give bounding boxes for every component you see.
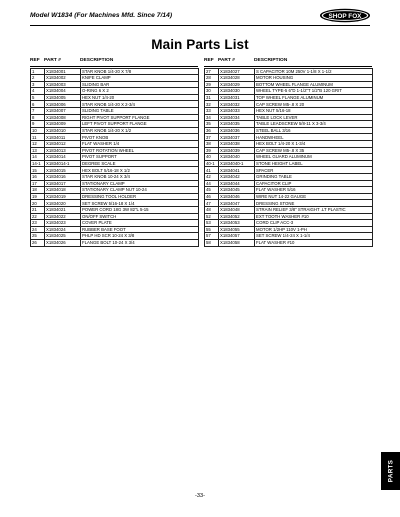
part-number-cell: X1834045 <box>219 187 255 194</box>
ref-cell: 26 <box>31 239 45 246</box>
part-number-cell: X1834003 <box>45 81 81 88</box>
part-number-cell: X1834011 <box>45 134 81 141</box>
ref-cell: 52 <box>205 213 219 220</box>
model-title: Model W1834 (For Machines Mfd. Since 7/14) <box>30 12 173 19</box>
part-number-cell: X1834027 <box>219 68 255 75</box>
part-number-cell: X1834030 <box>219 88 255 95</box>
ref-cell: 27 <box>205 68 219 75</box>
description-cell: CAPACITOR CLIP <box>255 180 373 187</box>
part-number-cell: X1834024 <box>45 226 81 233</box>
ref-cell: 46 <box>205 193 219 200</box>
ref-cell: 45 <box>205 187 219 194</box>
table-row <box>31 239 199 246</box>
part-number-cell: X1834029 <box>219 81 255 88</box>
table-row <box>31 127 199 134</box>
part-number-cell: X1834037 <box>219 134 255 141</box>
description-cell: WHEEL TYPE-5 6"D 1-1/2"T 1/2"B 120 GRIT <box>255 88 373 95</box>
description-cell: STATIONARY CLAMP NUT 10-24 <box>81 187 199 194</box>
ref-cell: 31 <box>205 94 219 101</box>
ref-cell: 55 <box>205 226 219 233</box>
part-number-cell: X1834033 <box>219 108 255 115</box>
part-number-cell: X1834052 <box>219 213 255 220</box>
ref-cell: 3 <box>31 81 45 88</box>
part-number-cell: X1834036 <box>219 127 255 134</box>
table-row <box>31 114 199 121</box>
description-cell: STAR KNOB 1/4-20 X 2-3/4 <box>81 101 199 108</box>
description-cell: S CAPACITOR 10M 250V 1-1/8 X 1-1/2 <box>255 68 373 75</box>
page-title: Main Parts List <box>151 37 249 52</box>
table-row <box>205 94 373 101</box>
table-row <box>31 187 199 194</box>
part-number-cell: X1834038 <box>219 141 255 148</box>
ref-cell: 14 <box>31 154 45 161</box>
part-number-cell: X1834014 <box>45 154 81 161</box>
table-row <box>31 108 199 115</box>
ref-cell: 23 <box>31 220 45 227</box>
ref-cell: 58 <box>205 239 219 246</box>
column-headers <box>204 57 372 67</box>
part-number-cell: X1834055 <box>219 226 255 233</box>
part-number-cell: X1834009 <box>45 121 81 128</box>
ref-header: REF <box>30 58 40 63</box>
part-number-cell: X1834041 <box>219 167 255 174</box>
parts-lists <box>30 57 370 277</box>
description-cell: FLAT WASHER 5/16 <box>255 187 373 194</box>
ref-cell: 38 <box>205 141 219 148</box>
table-row <box>31 147 199 154</box>
table-row <box>205 167 373 174</box>
part-number-cell: X1834017 <box>45 180 81 187</box>
table-row <box>31 226 199 233</box>
description-cell: HEX BOLT 1/4-20 X 1-3/4 <box>255 141 373 148</box>
part-number-cell: X1834035 <box>219 121 255 128</box>
part-number-cell: X1834004 <box>45 88 81 95</box>
parts-table-right <box>204 68 373 247</box>
table-row <box>31 174 199 181</box>
ref-cell: 30 <box>205 88 219 95</box>
table-row <box>205 213 373 220</box>
part-number-cell: X1834015 <box>45 167 81 174</box>
description-cell: HEX BOLT 5/16-18 X 1/2 <box>81 167 199 174</box>
ref-cell: 44 <box>205 180 219 187</box>
ref-cell: 28 <box>205 75 219 82</box>
description-cell: FLAT WASHER #10 <box>255 239 373 246</box>
table-row <box>31 141 199 148</box>
part-number-cell: X1834058 <box>219 239 255 246</box>
part-number-cell: X1834028 <box>219 75 255 82</box>
part-number-cell: X1834053 <box>219 220 255 227</box>
description-cell: ON/OFF SWITCH <box>81 213 199 220</box>
ref-cell: 11 <box>31 134 45 141</box>
table-row <box>205 180 373 187</box>
ref-cell: 15 <box>31 167 45 174</box>
part-header: PART # <box>218 58 236 63</box>
ref-cell: 19 <box>31 193 45 200</box>
part-number-cell: X1834047 <box>219 200 255 207</box>
part-header: PART # <box>44 58 62 63</box>
part-number-cell: X1834022 <box>45 213 81 220</box>
table-row <box>31 154 199 161</box>
table-row <box>205 108 373 115</box>
description-cell: CAP SCREW M5-.8 X 35 <box>255 147 373 154</box>
ref-cell: 41 <box>205 167 219 174</box>
part-number-cell: X1834010 <box>45 127 81 134</box>
table-row <box>31 193 199 200</box>
part-number-cell: X1834001 <box>45 68 81 75</box>
table-row <box>205 239 373 246</box>
table-row <box>31 94 199 101</box>
ref-cell: 7 <box>31 108 45 115</box>
description-cell: O-RING 6 X 2 <box>81 88 199 95</box>
description-header: DESCRIPTION <box>80 58 114 63</box>
description-cell: SLIDING BAR <box>81 81 199 88</box>
ref-cell: 5 <box>31 94 45 101</box>
description-cell: DEGREE SCALE <box>81 160 199 167</box>
description-cell: RIGHT PIVOT SUPPORT FLANGE <box>81 114 199 121</box>
ref-cell: 32 <box>205 101 219 108</box>
description-cell: STONE HEIGHT LABEL <box>255 160 373 167</box>
ref-cell: 13 <box>31 147 45 154</box>
ref-cell: 57 <box>205 233 219 240</box>
description-cell: CAP SCREW M5-.8 X 20 <box>255 101 373 108</box>
table-row <box>205 75 373 82</box>
part-number-cell: X1834002 <box>45 75 81 82</box>
ref-cell: 12 <box>31 141 45 148</box>
description-cell: TOP WHEEL FLANGE ALUMINUM <box>255 94 373 101</box>
table-row <box>205 81 373 88</box>
part-number-cell: X1834040-1 <box>219 160 255 167</box>
parts-table-left <box>30 68 199 247</box>
ref-cell: 39 <box>205 147 219 154</box>
page-number: -33- <box>195 493 205 499</box>
part-number-cell: X1834057 <box>219 233 255 240</box>
part-number-cell: X1834042 <box>219 174 255 181</box>
parts-section-tab <box>381 452 400 490</box>
table-row <box>205 233 373 240</box>
table-row <box>205 200 373 207</box>
part-number-cell: X1834046 <box>219 193 255 200</box>
ref-header: REF <box>204 58 214 63</box>
column-headers <box>30 57 198 67</box>
table-row <box>31 88 199 95</box>
ref-cell: 53 <box>205 220 219 227</box>
ref-cell: 37 <box>205 134 219 141</box>
description-cell: STATIONARY CLAMP <box>81 180 199 187</box>
ref-cell: 40-1 <box>205 160 219 167</box>
ref-cell: 4 <box>31 88 45 95</box>
part-number-cell: X1834019 <box>45 193 81 200</box>
description-cell: SET SCREW 5/16-18 X 1/4 <box>81 200 199 207</box>
description-header: DESCRIPTION <box>254 58 288 63</box>
logo-text: SHOP FOX <box>328 12 362 20</box>
description-cell: DRESSING STONE <box>255 200 373 207</box>
table-row <box>205 101 373 108</box>
part-number-cell: X1834012 <box>45 141 81 148</box>
description-cell: PIVOT ROTATION WHEEL <box>81 147 199 154</box>
description-cell: CORD CLIP ACC-3 <box>255 220 373 227</box>
part-number-cell: X1834025 <box>45 233 81 240</box>
part-number-cell: X1834016 <box>45 174 81 181</box>
table-row <box>205 174 373 181</box>
ref-cell: 20 <box>31 200 45 207</box>
description-cell: SLIDING TABLE <box>81 108 199 115</box>
ref-cell: 21 <box>31 206 45 213</box>
part-number-cell: X1834044 <box>219 180 255 187</box>
description-cell: GRINDING TABLE <box>255 174 373 181</box>
table-row <box>205 226 373 233</box>
description-cell: FLANGE BOLT 10-24 X 3/4 <box>81 239 199 246</box>
table-row <box>31 81 199 88</box>
description-cell: PIVOT SUPPORT <box>81 154 199 161</box>
section-tab-label: PARTS <box>387 459 394 483</box>
table-row <box>205 220 373 227</box>
ref-cell: 35 <box>205 121 219 128</box>
part-number-cell: X1834020 <box>45 200 81 207</box>
ref-cell: 22 <box>31 213 45 220</box>
description-cell: PHLP HD SCR 10-24 X 3/8 <box>81 233 199 240</box>
table-row <box>31 75 199 82</box>
parts-list-left <box>30 57 198 247</box>
table-row <box>31 233 199 240</box>
ref-cell: 33 <box>205 108 219 115</box>
table-row <box>205 154 373 161</box>
description-cell: HEX NUT 1/4-20 <box>81 94 199 101</box>
table-row <box>205 127 373 134</box>
ref-cell: 36 <box>205 127 219 134</box>
table-row <box>31 101 199 108</box>
part-number-cell: X1834006 <box>45 101 81 108</box>
description-cell: TABLE LOCK LEVER <box>255 114 373 121</box>
ref-cell: 6 <box>31 101 45 108</box>
table-row <box>205 160 373 167</box>
table-row <box>205 121 373 128</box>
part-number-cell: X1834048 <box>219 206 255 213</box>
table-row <box>205 141 373 148</box>
ref-cell: 24 <box>31 226 45 233</box>
parts-list-right <box>204 57 372 247</box>
description-cell: TABLE LEADSCREW 5/8-11 X 3-3/4 <box>255 121 373 128</box>
description-cell: STAR KNOB 1/4-20 X 7/8 <box>81 68 199 75</box>
table-row <box>31 220 199 227</box>
description-cell: RUBBER BASE FOOT <box>81 226 199 233</box>
table-row <box>31 68 199 75</box>
ref-cell: 47 <box>205 200 219 207</box>
table-row <box>205 114 373 121</box>
part-number-cell: X1834026 <box>45 239 81 246</box>
part-number-cell: X1834014-1 <box>45 160 81 167</box>
description-cell: MOTOR 1/2HP 110V 1-PH <box>255 226 373 233</box>
part-number-cell: X1834005 <box>45 94 81 101</box>
table-row <box>205 187 373 194</box>
shop-fox-logo <box>319 8 371 23</box>
ref-cell: 40 <box>205 154 219 161</box>
table-row <box>31 200 199 207</box>
ref-cell: 34 <box>205 114 219 121</box>
table-row <box>31 206 199 213</box>
description-cell: POWER CORD 18G 3W 82"L 5-15 <box>81 206 199 213</box>
ref-cell: 16 <box>31 174 45 181</box>
part-number-cell: X1834034 <box>219 114 255 121</box>
description-cell: SPACER <box>255 167 373 174</box>
ref-cell: 8 <box>31 114 45 121</box>
description-cell: WIRE NUT 14-22 GAUGE <box>255 193 373 200</box>
ref-cell: 25 <box>31 233 45 240</box>
description-cell: STAR KNOB 1/4-20 X 1/2 <box>81 127 199 134</box>
table-row <box>205 206 373 213</box>
description-cell: HEX NUT 5/16-18 <box>255 108 373 115</box>
page-header <box>30 11 370 26</box>
part-number-cell: X1834039 <box>219 147 255 154</box>
table-row <box>31 134 199 141</box>
table-row <box>205 193 373 200</box>
description-cell: BOTTOM WHEEL FLANGE ALUMINUM <box>255 81 373 88</box>
ref-cell: 14-1 <box>31 160 45 167</box>
part-number-cell: X1834031 <box>219 94 255 101</box>
ref-cell: 2 <box>31 75 45 82</box>
ref-cell: 9 <box>31 121 45 128</box>
description-cell: MOTOR HOUSING <box>255 75 373 82</box>
table-row <box>31 180 199 187</box>
table-row <box>205 134 373 141</box>
table-row <box>205 68 373 75</box>
ref-cell: 17 <box>31 180 45 187</box>
ref-cell: 1 <box>31 68 45 75</box>
ref-cell: 29 <box>205 81 219 88</box>
description-cell: LEFT PIVOT SUPPORT FLANGE <box>81 121 199 128</box>
ref-cell: 18 <box>31 187 45 194</box>
description-cell: STAR KNOB 10-24 X 3/4 <box>81 174 199 181</box>
table-row <box>31 160 199 167</box>
description-cell: DRESSING TOOL HOLDER <box>81 193 199 200</box>
part-number-cell: X1834021 <box>45 206 81 213</box>
description-cell: COVER PLATE <box>81 220 199 227</box>
part-number-cell: X1834013 <box>45 147 81 154</box>
ref-cell: 48 <box>205 206 219 213</box>
description-cell: SET SCREW 1/4-24 X 1-1/4 <box>255 233 373 240</box>
part-number-cell: X1834008 <box>45 114 81 121</box>
part-number-cell: X1834007 <box>45 108 81 115</box>
table-row <box>205 147 373 154</box>
description-cell: EXT TOOTH WASHER #10 <box>255 213 373 220</box>
description-cell: KNIFE CLAMP <box>81 75 199 82</box>
part-number-cell: X1834018 <box>45 187 81 194</box>
table-row <box>31 213 199 220</box>
ref-cell: 42 <box>205 174 219 181</box>
part-number-cell: X1834023 <box>45 220 81 227</box>
table-row <box>205 88 373 95</box>
description-cell: HANDWHEEL <box>255 134 373 141</box>
description-cell: FLAT WASHER 1/4 <box>81 141 199 148</box>
description-cell: STRAIN RELIEF 3/8" STRAIGHT .LT PLASTIC <box>255 206 373 213</box>
table-row <box>31 167 199 174</box>
part-number-cell: X1834032 <box>219 101 255 108</box>
description-cell: WHEEL GUARD ALUMINUM <box>255 154 373 161</box>
description-cell: PIVOT KNOB <box>81 134 199 141</box>
ref-cell: 10 <box>31 127 45 134</box>
part-number-cell: X1834040 <box>219 154 255 161</box>
description-cell: STEEL BALL 3/16 <box>255 127 373 134</box>
table-row <box>31 121 199 128</box>
